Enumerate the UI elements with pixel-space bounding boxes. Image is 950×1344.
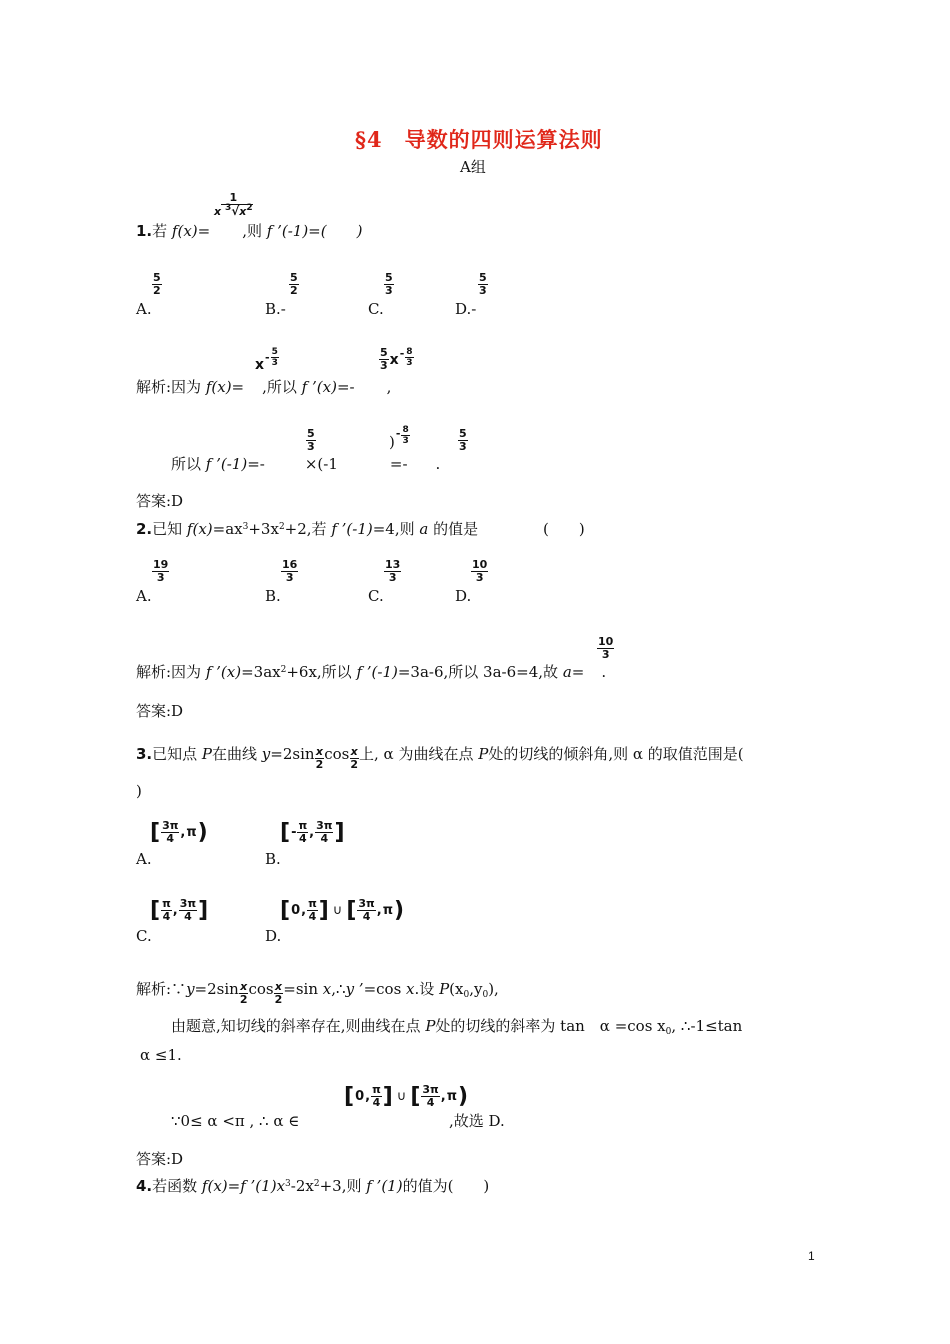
q3-analysis-line-1: 解析:∵y=2sin $\frac{x}{2}$ cos $\frac{x}{2}$ =sin x,∴y ’=cos x.设 $P(x_0,y_0)$, <box>136 980 499 1006</box>
q2-answer-paren: ( ) <box>543 520 585 538</box>
q1-option-b[interactable]: B.- <box>265 300 286 318</box>
q3-analysis-line-2: 由题意,知切线的斜率存在,则曲线在点 P处的切线的斜率为 tan α =cos $x_0$, ∴-1≤tan <box>171 1017 743 1037</box>
q1-derivative-expression: $\frac{5}{3}$ x - $\frac{8}{3}$ <box>380 346 413 372</box>
q3-option-d[interactable]: D. <box>265 927 282 945</box>
q1-line2-result-fraction: $\frac{5}{3}$ <box>459 427 467 453</box>
q2-option-c-fraction: $\frac{13}{3}$ <box>385 558 401 584</box>
q1-option-a-fraction: $\frac{5}{2}$ <box>153 271 161 297</box>
q1-option-a[interactable]: A. <box>136 300 152 318</box>
q2-option-d-fraction: $\frac{10}{3}$ <box>472 558 488 584</box>
question-3-stem: 3.已知点 P在曲线 y=2sin $\frac{x}{2}$ cos $\frac{x}{2}$ 上, α 为曲线在点 P处的切线的倾斜角,则 α 的取值范围是( <box>136 745 744 771</box>
q2-option-c[interactable]: C. <box>368 587 384 605</box>
page-title: §4 导数的四则运算法则 <box>355 127 603 152</box>
q3-answer: 答案:D <box>136 1150 184 1168</box>
q1-line2-coef-fraction: $\frac{5}{3}$ <box>307 427 315 453</box>
q1-option-c-fraction: $\frac{5}{3}$ <box>385 271 393 297</box>
q2-analysis: 解析:因为 f $’(x)=3ax^2+6x$,所以 f ’(-1)=3a-6,所以 3a-6=4,故 a= . <box>136 663 607 681</box>
q3-option-b-interval: [ - $\frac{\pi}{4}$ , $\frac{3\pi}{4}$ ] <box>280 819 345 845</box>
q2-result-fraction: $\frac{10}{3}$ <box>598 635 614 661</box>
q3-analysis-conclusion: ,故选 D. <box>449 1112 505 1130</box>
q1-option-d-fraction: $\frac{5}{3}$ <box>479 271 487 297</box>
q1-option-d[interactable]: D.- <box>455 300 477 318</box>
q1-option-c[interactable]: C. <box>368 300 384 318</box>
q3-analysis-interval: [ 0 , $\frac{\pi}{4}$ ] ∪ [ $\frac{3\pi}{4}$ , π ) <box>344 1083 469 1109</box>
q1-function-fraction: 1 x $^3√x^2$ <box>214 191 253 218</box>
question-4-stem: 4.若函数 f(x)=f $’(1)x^3-2x^2+3$,则 f ’(1)的值为( ) <box>136 1177 490 1195</box>
q2-answer: 答案:D <box>136 702 184 720</box>
q1-analysis-line-2: 所以 f ’(-1)=- ×(-1 =- . <box>171 455 441 473</box>
q3-analysis-line-4: ∵0≤ α <π , ∴ α ∈ <box>171 1112 300 1130</box>
q3-option-c[interactable]: C. <box>136 927 152 945</box>
q3-analysis-line-3: α ≤1. <box>140 1046 182 1064</box>
question-2-stem: 2.已知 $f(x)=ax^3+3x^2+2$,若 f ’(-1)=4,则 a 的值是 <box>136 520 479 538</box>
q3-option-a-interval: [ $\frac{3\pi}{4}$ , π ) <box>150 819 208 845</box>
q1-line2-power: ) - $\frac{8}{3}$ <box>389 425 409 451</box>
q2-option-a-fraction: $\frac{19}{3}$ <box>153 558 169 584</box>
q1-answer: 答案:D <box>136 492 184 510</box>
q3-option-d-interval: [ 0 , $\frac{\pi}{4}$ ] ∪ [ $\frac{3\pi}{4}$ , π ) <box>280 897 405 923</box>
q3-option-b[interactable]: B. <box>265 850 281 868</box>
q1-analysis-line-1: 解析:因为 f(x)= ,所以 f ’(x)=- , <box>136 378 392 396</box>
page-number: 1 <box>808 1249 815 1263</box>
q3-option-a[interactable]: A. <box>136 850 152 868</box>
q3-option-c-interval: [ $\frac{\pi}{4}$ , $\frac{3\pi}{4}$ ] <box>150 897 209 923</box>
question-1-stem: 1.若 f(x)= ,则 f ’(-1)=( ) <box>136 222 363 240</box>
q2-option-b[interactable]: B. <box>265 587 281 605</box>
group-label: A组 <box>460 158 486 176</box>
q2-option-d[interactable]: D. <box>455 587 472 605</box>
q2-option-b-fraction: $\frac{16}{3}$ <box>282 558 298 584</box>
q2-option-a[interactable]: A. <box>136 587 152 605</box>
question-3-stem-close: ) <box>136 782 142 800</box>
q1-power-x-neg-5-3: x - $\frac{5}{3}$ <box>255 347 278 373</box>
q1-option-b-fraction: $\frac{5}{2}$ <box>290 271 298 297</box>
